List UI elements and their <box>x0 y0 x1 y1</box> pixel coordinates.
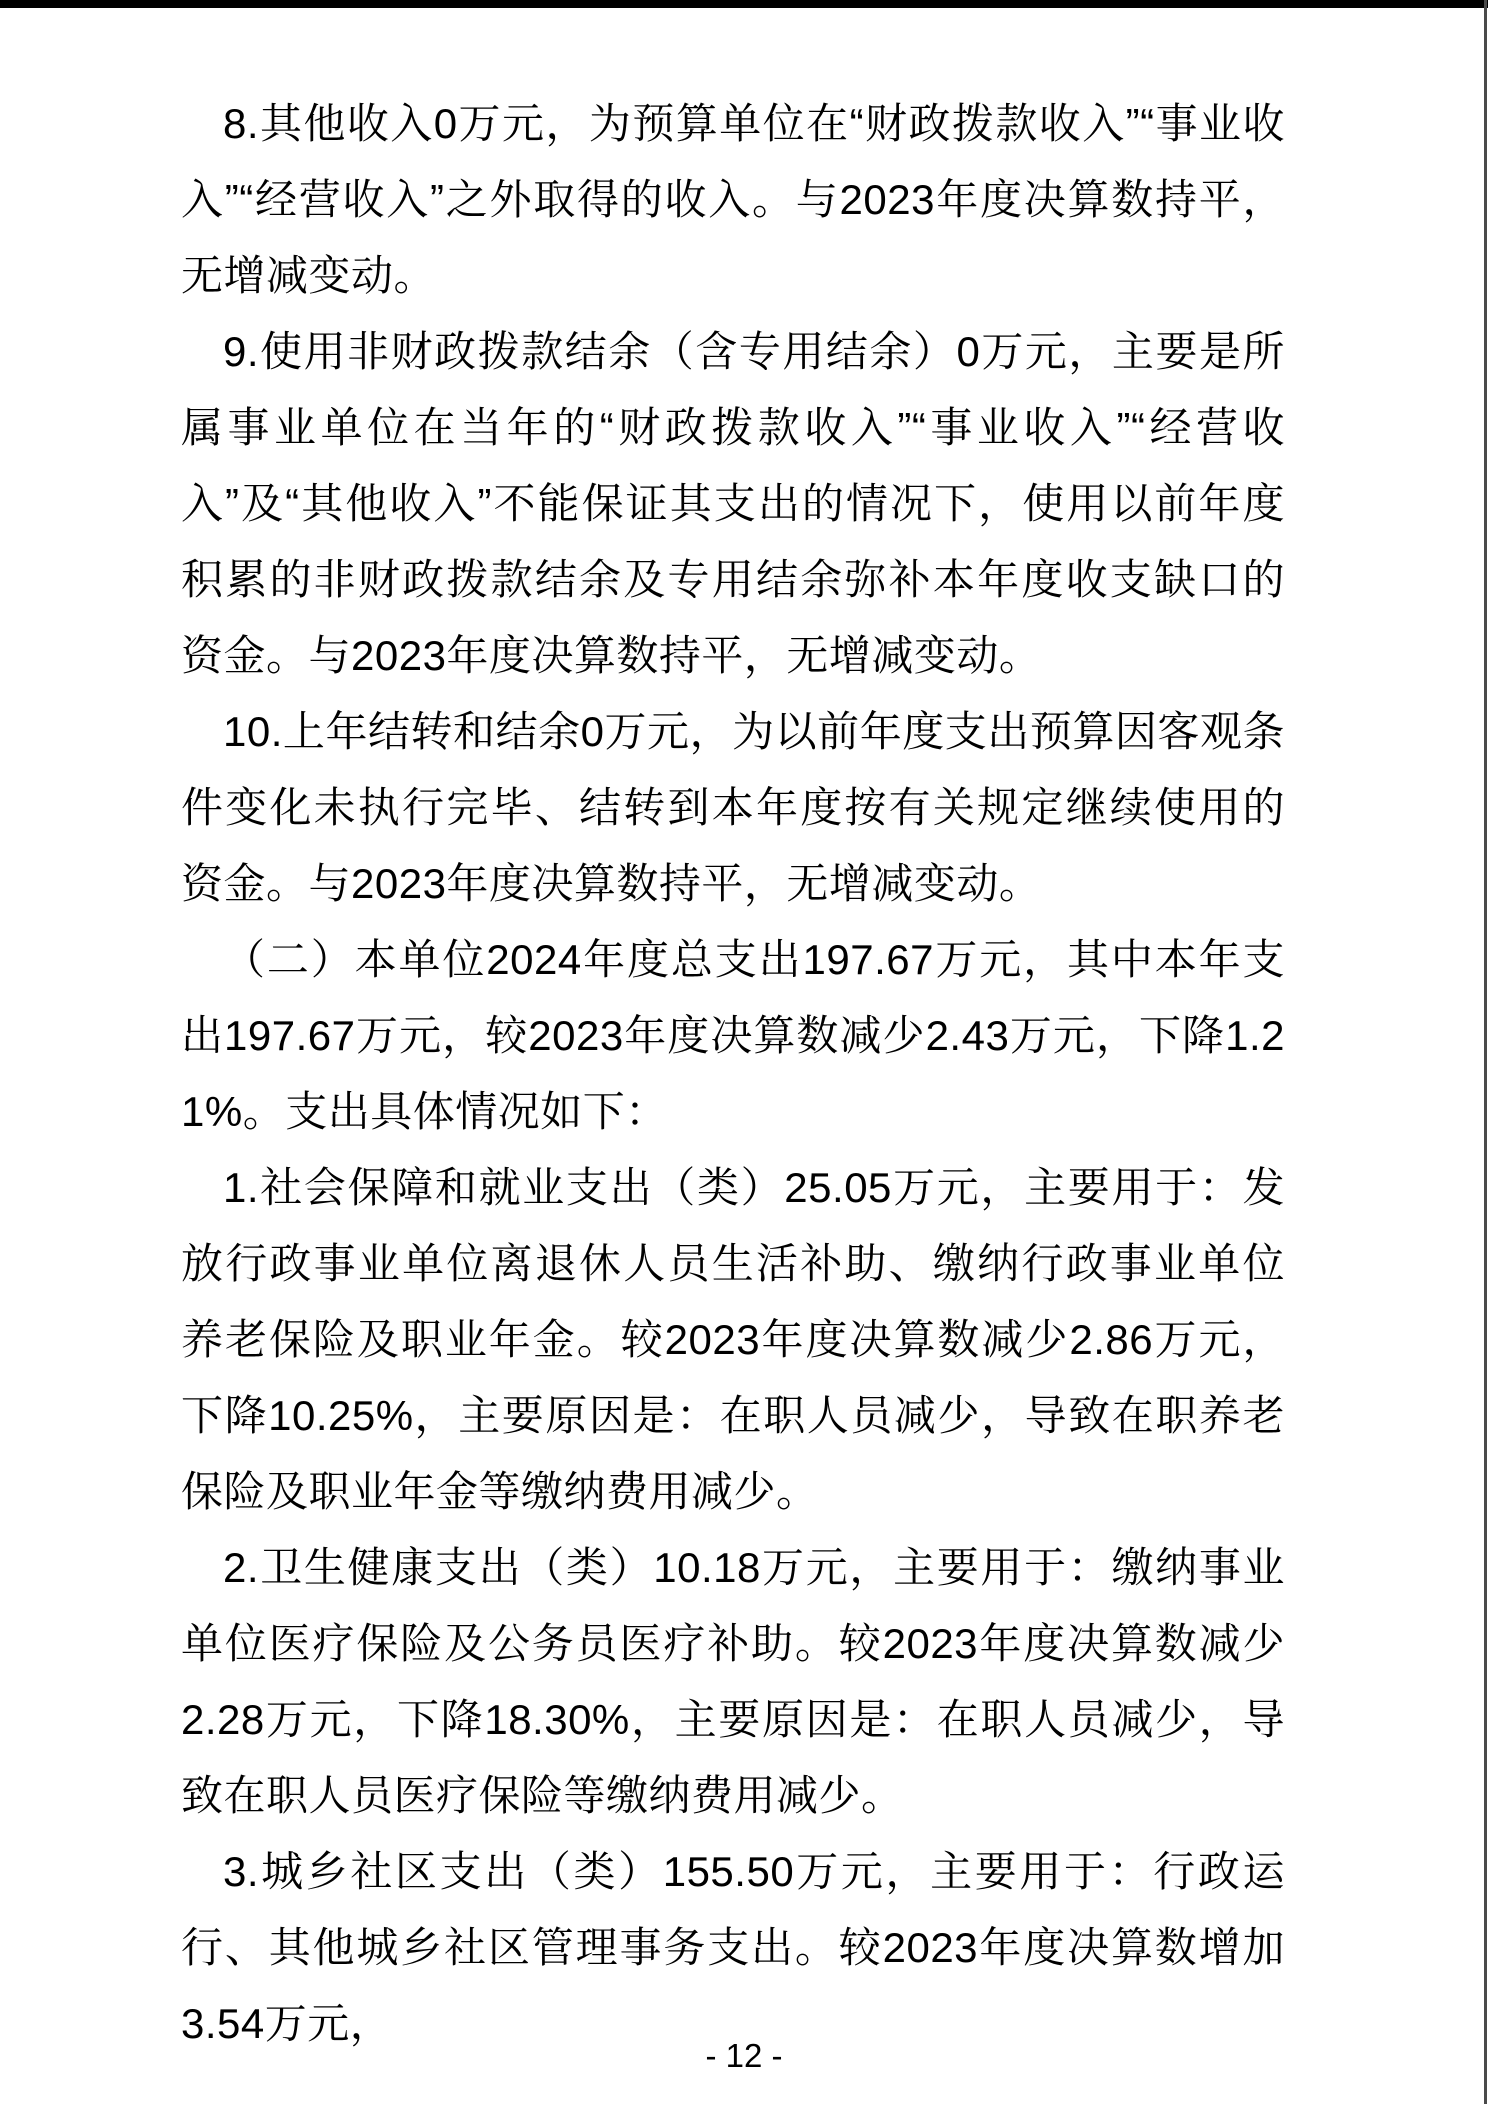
page-footer <box>0 2036 1488 2076</box>
paragraph-item-10-prior-year-carryover: 10.上年结转和结余0万元，为以前年度支出预算因客观条件变化未执行完毕、结转到本年度按有关规定继续使用的资金。与2023年度决算数持平，无增减变动。 <box>181 708 1285 907</box>
scan-artifact-top-edge <box>0 0 1488 8</box>
paragraph-item-8-other-income: 8.其他收入0万元，为预算单位在“财政拨款收入”“事业收入”“经营收入”之外取得的收入。与2023年度决算数持平，无增减变动。 <box>181 100 1285 299</box>
paragraph-item-9-non-fiscal-carryover: 9.使用非财政拨款结余（含专用结余）0万元，主要是所属事业单位在当年的“财政拨款收入”“事业收入”“经营收入”及“其他收入”不能保证其支出的情况下，使用以前年度积累的非财政拨款结余及专用结余弥补本年度收支缺口的资金。与2023年度决算数持平，无增减变动。 <box>181 328 1285 679</box>
document-body <box>181 86 1285 2062</box>
paragraph-expense-3-urban-rural-community: 3.城乡社区支出（类）155.50万元，主要用于：行政运行、其他城乡社区管理事务支出。较2023年度决算数增加3.54万元， <box>181 1848 1285 2047</box>
paragraph-expense-1-social-security: 1.社会保障和就业支出（类）25.05万元，主要用于：发放行政事业单位离退休人员生活补助、缴纳行政事业单位养老保险及职业年金。较2023年度决算数减少2.86万元，下降10.25%，主要原因是：在职人员减少，导致在职养老保险及职业年金等缴纳费用减少。 <box>181 1164 1285 1515</box>
paragraph-expense-2-health: 2.卫生健康支出（类）10.18万元，主要用于：缴纳事业单位医疗保险及公务员医疗补助。较2023年度决算数减少2.28万元，下降18.30%，主要原因是：在职人员减少，导致在职人员医疗保险等缴纳费用减少。 <box>181 1544 1285 1819</box>
scan-artifact-right-edge <box>1484 0 1487 2104</box>
page-number: - 12 - <box>705 2037 783 2074</box>
paragraph-section-2-total-expenditure: （二）本单位2024年度总支出197.67万元，其中本年支出197.67万元，较2023年度决算数减少2.43万元，下降1.21%。支出具体情况如下： <box>181 936 1285 1135</box>
